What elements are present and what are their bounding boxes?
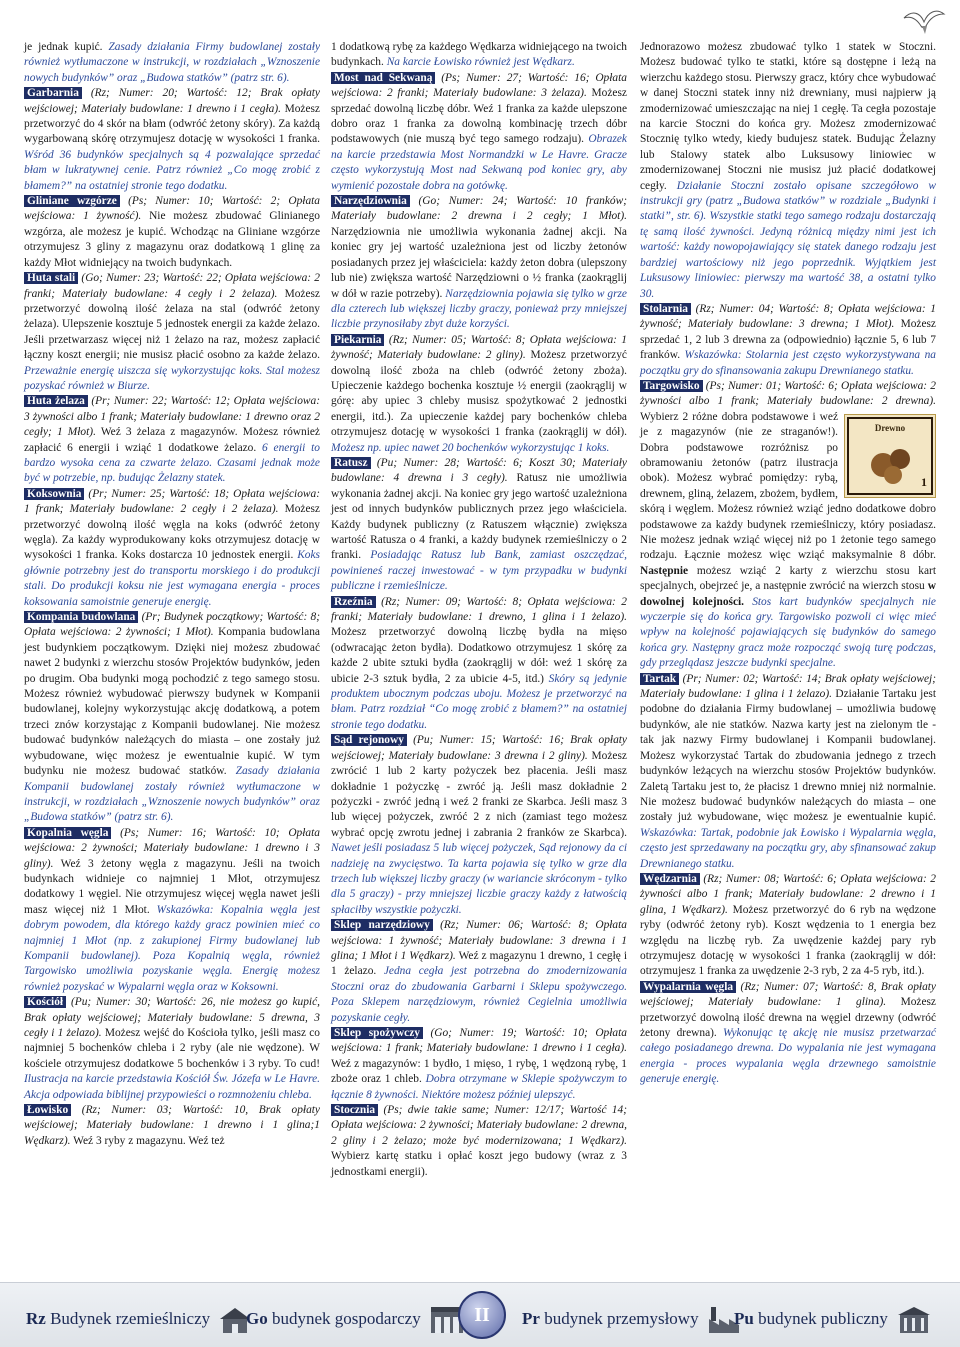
entry-kosciol — [24, 995, 320, 1103]
column-1 — [24, 40, 320, 1149]
building-text: Jednorazowo możesz zbudować tylko 1 statek w Stoczni. Możesz budować tylko te statki, które są dostępne i leżą na wierzchu każdego stosu. Pierwszy gracz, który chce wybudować w danej Stoczni statek inny niż drewniany, musi najpierw ją zmodernizować umieszczając na niej 1 cegłę. Ta cegła pozostaje na karcie Stoczni do końca gry. Możesz zmodernizować Stocznię tylko wtedy, kiedy budujesz statek. Budując Żelazny lub Stalowy statek albo Luksusowy liniowiec w zmodernizowanej Stoczni nie musisz już płacić dodatkowej cegły. — [640, 41, 936, 192]
building-text: Możesz przetworzyć dowolną ilość węgla na koks (odwróć żetony węgla). Za każdy wyprodukowany koks otrzymujesz dotację w wysokości 1 franka. Koks dostarcza 10 jednostek energii. — [24, 503, 320, 562]
column-2 — [331, 40, 627, 1180]
building-note: Wskazówka: Tartak, podobnie jak Łowisko i Wypalarnia węgla, często jest sprzedawany na początku gry, aby sfinansować zakup Drewnianego statku. — [640, 826, 936, 870]
legend-rz — [26, 1305, 252, 1335]
building-text: Weź 3 ryby z magazynu. Weź też — [73, 1134, 225, 1147]
entry-koksownia — [24, 487, 320, 610]
building-name: Wypalarnia węgla — [640, 981, 736, 993]
building-text: Możesz sprzedać dowolną liczbę dóbr. Weź 1 franka za każde ulepszone dobro oraz 1 franka za dowolną kombinację trzech dóbr podstawowych (nie muszą być tego samego rodzaju). — [331, 87, 627, 146]
building-meta: (Pu; Numer: 15; Wartość: 16; Brak opłaty wejściowej; Materiały budowlane: 3 drewna i 2 gliny). — [331, 734, 627, 762]
entry-piekarnia — [331, 333, 627, 456]
building-meta: (Rz; Numer: 06; Wartość: 8; Opłata wejściowa: 1 żywność; Materiały budowlane: 3 drewna i 1 glina; 1 Młot i 1 Wędkarz). — [331, 919, 627, 962]
entry-tartak — [640, 672, 936, 872]
building-meta: (Pr; Numer: 22; Wartość: 12; Opłata wejściowa: 3 żywności albo 1 frank; Materiały budowlane: 1 drewno oraz 2 cegły; 1 Młot). — [24, 395, 320, 439]
entry-targowisko — [640, 379, 936, 672]
building-note: Narzędziownia pojawia się tylko w grze dla czterech lub większej liczby graczy, ponieważ przy mniejszej liczbie przynosiłaby zbyt duże korzyści. — [331, 287, 627, 331]
building-meta: (Pr; Numer: 25; Wartość: 18; Opłata wejściowa: 1 frank; Materiały budowlane: 2 cegły i 2 żelaza). — [24, 487, 320, 516]
paragraph — [24, 40, 320, 86]
page-number — [458, 1291, 506, 1339]
building-note: Obrazek na karcie przedstawia Most Normandzki w Le Havre. Gracze często wykorzystują Most nad Sekwaną pod koniec gry, aby wymienić pozostałe dobra na gotówkę. — [331, 133, 627, 192]
building-meta: (Go; Numer: 19; Wartość: 10; Opłata wejściowa: 1 frank; Materiały budowlane: 1 drewno i 1 cegła). — [331, 1027, 627, 1055]
building-text: Możesz przetworzyć do 4 skór na błam (odwróć żetony skóry). Za każdą wygarbowaną skórę otrzymujesz dotację w wysokości 1 franka. — [24, 102, 320, 146]
building-name: Huta żelaza — [24, 395, 88, 407]
building-text: 1 dodatkową rybę za każdego Wędkarza widniejącego na twoich budynkach. — [331, 41, 627, 69]
building-note: Skóry są jedynie produktem ubocznym podczas uboju. Możesz je przetworzyć na błam. Patrz rozdział “Co mogę zrobić z błamem?” na ostatniej stronie tego dodatku. — [331, 672, 627, 731]
building-note: Możesz np. upiec nawet 20 bochenków wykorzystując 1 koks. — [331, 441, 610, 454]
column-3 — [640, 40, 936, 1088]
building-note: Wykonując tę akcję nie musisz przetwarzać całego posiadanego drewna. Do wypalania nie jest wymagana energia - proces wypalania węgla drzewnego samoistnie generuje energię. — [640, 1027, 936, 1086]
building-note: 6 energii to bardzo wysoka cena za czwarte żelazo. Czasami jednak może być w potrzebie, np. budując Żelazny statek. — [24, 441, 320, 485]
building-note: Dobra otrzymane w Sklepie spożywczym to łącznie 8 żywności. Niektóre możesz później ulepszyć. — [331, 1073, 627, 1101]
building-name: Stocznia — [331, 1104, 378, 1116]
entry-sklep-spozywczy — [331, 1026, 627, 1103]
legend-label: budynek przemysłowy — [544, 1308, 699, 1328]
building-meta: (Rz; Numer: 03; Wartość: 10, Brak opłaty wejściowej; Materiały budowlane: 1 drewno i 1 glina;1 Wędkarz). — [24, 1104, 320, 1147]
token-label: Drewno — [874, 422, 906, 433]
building-meta: (Rz; Numer: 09; Wartość: 8; Opłata wejściowa: 2 franki; Materiały budowlane: 1 drewno, 1 glina i 1 żelazo). — [331, 595, 627, 624]
building-note: Koks głównie potrzebny jest do transportu morskiego i do produkcji stali. Do produkcji koksu nie jest wymagana energia - proces koksowania samoistnie generuje energię. — [24, 549, 320, 608]
legend-abbr: Rz — [26, 1308, 46, 1328]
building-name: Huta stali — [24, 272, 78, 284]
building-text: Kompania budowlana jest budynkiem początkowym. Dzięki niej możesz zbudować nawet 2 budynki z wierzchu stosów Projektów budynków, jeden po drugim. Oba budynki mogą pochodzić z tego samego stosu. Możesz również wybudować pierwszy budynek w Kompanii budowlanej, kolejny wykorzystując akcję dodatkową, a potem trzeci znów korzystając z Kompanii budowlanej. Nie możesz budować budynków należących do miasta – one zostały już wybudowane, więc możesz je ewentualnie kupić. W tym budynku nie możesz budować statków. — [24, 626, 320, 778]
note: Zasady działania Firmy budowlanej zostały również wytłumaczone w instrukcji, w rozdziałach „Wznoszenie nowych budynków” oraz „Budowa statków” (patrz str. 6). — [24, 41, 320, 84]
building-name: Kompania budowlana — [24, 611, 138, 623]
building-name: Koksownia — [24, 488, 84, 500]
building-note: Jedna cegła jest potrzebna do zmodernizowania Stoczni oraz do zbudowania Garbarni i Sklepu spożywczego. Poza Sklepem narzędziowym, również Cegielnia umożliwia pozyskanie cegły. — [331, 965, 627, 1024]
legend-label: budynek gospodarczy — [271, 1308, 421, 1328]
entry-garbarnia — [24, 86, 320, 194]
building-meta: (Rz; Numer: 08; Wartość: 6; Opłata wejściowa: 2 żywności albo 1 frank; Materiały budowlane: 2 drewno i 1 glina, 1 Wędkarz). — [640, 872, 936, 916]
entry-sklep-narzedziowy — [331, 918, 627, 1026]
building-name: Kopalnia węgla — [24, 827, 111, 839]
building-name: Sąd rejonowy — [331, 734, 407, 746]
building-meta: (Ps; Numer: 27; Wartość: 16; Opłata wejściowa: 2 franki; Materiały budowlane: 3 żelaza). — [331, 71, 627, 100]
building-note: Stos kart budynków specjalnych nie wyczerpie się do końca gry. Targowisko pozwoli ci więc mieć wpływ na kolejność pojawiających się budynków do samego końca gry. Następny gracz może rozpocząć swoją turę podczas, gdy przeglądasz jeszcze budynki specjalne. — [640, 595, 936, 670]
legend-abbr: Pr — [522, 1308, 540, 1328]
entry-kompania-budowlana — [24, 610, 320, 826]
building-meta: (Pu; Numer: 28; Wartość: 6; Koszt 30; Materiały budowlane: 4 drewna i 3 cegły). — [331, 456, 627, 485]
building-text: Wybierz kartę statku i opłać koszt jego budowy (wraz z 3 jednostkami energii). — [331, 1150, 627, 1178]
building-meta: (Go; Numer: 23; Wartość: 22; Opłata wejściowa: 2 franki; Materiały budowlane: 4 cegły i 2 żelaza). — [24, 272, 320, 300]
building-text: Ratusz nie umożliwia wykonania żadnej akcji. Na koniec gry jego wartość uzależniona jest od innych budynków publicznych przez jego właściciela. Każdy budynek publiczny (z Ratuszem włącznie) zwiększa wartość Ratusza o 4 franki, a każdy budynek rzemieślniczy o 2 franki. — [331, 472, 627, 562]
building-note: Nawet jeśli posiadasz 5 lub więcej pożyczek, Sąd rejonowy da ci nadzieję na zwycięstwo. Ta karta pojawia się tylko w grze dla trzech lub większej liczby graczy (w wariancie skróconym - tylko dla 5 graczy) - przy mniejszej liczbie graczy każdy z łatwością spłaciłby wszystkie pożyczki. — [331, 842, 627, 916]
building-text: Możesz przetworzyć dowolną ilość zboża na chleb (odwróć żetony zboża). Upieczenie każdego bochenka kosztuje ½ energii (zaokrąglij w górę: aby upiec 3 chleby musisz spożytkować 2 jednostki energii, itd.). Za upieczenie każdej pary bochenków chleba otrzymujesz dotację w wysokości 1 franka (zaokrąglij w dół). — [331, 349, 627, 439]
building-name: Łowisko — [24, 1104, 71, 1116]
building-name: Ratusz — [331, 457, 371, 469]
building-name: Narzędziownia — [331, 195, 410, 207]
entry-stocznia-cont — [640, 40, 936, 302]
building-meta: (Go; Numer: 24; Wartość: 10 franków; Materiały budowlane: 2 drewna i 2 cegły; 1 Młot). — [331, 195, 627, 223]
building-name: Gliniane wzgórze — [24, 195, 120, 207]
entry-stolarnia — [640, 302, 936, 379]
building-text: Narzędziownia nie umożliwia wykonania żadnej akcji. Na koniec gry jej wartość uzależniona jest od liczby żetonów posiadanych przez jej właściciela: każdy żeton dobra (ulepszony lub nie) zwiększa wartość Narzędziowni o ½ franka (zaokrąglij w dół w razie potrzeby). — [331, 225, 627, 300]
building-note: Wskazówka: Stolarnia jest często wykorzystywana na początku gry do sfinansowania zakupu Drewnianego statku. — [640, 349, 936, 377]
building-name: Targowisko — [640, 380, 703, 392]
entry-stocznia — [331, 1103, 627, 1180]
building-text: Nie możesz zbudować Glinianego wzgórza, ale możesz je kupić. Wchodząc na Gliniane wzgórze otrzymujesz 3 gliny z magazynu oraz dodatkową 1 glinę za każdy Młot widniejący na twoich budynkach. — [24, 210, 320, 269]
entry-lowisko — [24, 1103, 320, 1149]
emphasis: Następnie — [640, 564, 689, 577]
building-name: Garbarnia — [24, 87, 82, 99]
building-note: Wśród 36 budynków specjalnych są 4 pozwalające sprzedać błam w lukratywnej cenie. Patrz również „Co mogę zrobić z błamem?” na ostatniej stronie tego dodatku. — [24, 148, 320, 192]
entry-kopalnia-wegla — [24, 826, 320, 995]
legend-label: budynek publiczny — [758, 1308, 888, 1328]
building-name: Rzeźnia — [331, 596, 376, 608]
entry-wedzarnia — [640, 872, 936, 980]
entry-narzedziownia — [331, 194, 627, 333]
entry-rzeznia — [331, 595, 627, 734]
building-name: Stolarnia — [640, 303, 691, 315]
building-text: Działanie Tartaku jest podobne do działania Firmy budowlanej – umożliwia budowę budynków, ale nie statków. Nazwa karty jest na zielonym tle - tak jak nazwy Firmy budowlanej i Kompanii budowlanej. Możesz wykorzystać Tartak do zbudowania jednego z trzech budynków leżących na wierzchu stosów Projektów budynków. Zaletą Tartaku jest to, że płacisz 1 drewno mniej niż normalnie. Nie możesz budować budynków należących do miasta – one zostały już wybudowane, więc możesz je ewentualnie kupić. — [640, 688, 936, 824]
building-meta: (Rz; Numer: 05; Wartość: 8; Opłata wejściowa: 1 żywność; Materiały budowlane: 2 gliny). — [331, 333, 627, 362]
building-text: Weź 3 żetony węgla z magazynu. Jeśli na twoich budynkach widnieje co najmniej 1 Młot, otrzymujesz dodatkowy 1 węgiel. Nie otrzymujesz więcej węgla nawet jeśli masz więcej niż 1 Młot. — [24, 857, 320, 916]
entry-most-nad-sekwana — [331, 71, 627, 194]
building-text: Możesz sprzedać 1, 2 lub 3 drewna za (odpowiednio) łącznie 5, 6 lub 7 franków. — [640, 318, 936, 362]
building-text: Możesz przetworzyć dowolną ilość drewna na węgiel drzewny (odwróć żetony drewna). — [640, 996, 936, 1039]
entry-gliniane-wzgorze — [24, 194, 320, 271]
building-text: Możesz przetworzyć dowolną liczbę bydła na mięso (odwracając żeton bydła). Dodatkowo otrzymujesz 1 skórę za każde 2 ubite sztuki bydła (zaokrąglij w dół: weź 1 skórę za ubicie 2-3 sztuk bydła, 2 za ubicie 4-5, itd.) — [331, 626, 627, 685]
building-note: Działanie Stoczni zostało opisane szczegółowo w instrukcji gry (patrz „Budowa statków” w rozdziale „Budynki i statki”, str. 6). Wszystkie statki tego samego rodzaju dostarczają tę samą ilość żywności. Jedyną różnicą między nimi jest ich wartość: każdy nowopojawiający się statek danego rodzaju jest bardziej wartościowy niż jego poprzednik. Wyjątkiem jest Luksusowy liniowiec: pierwszy ma wartość 38, a ostatni tylko 30. — [640, 179, 936, 300]
legend-footer — [0, 1282, 960, 1347]
entry-sad-rejonowy — [331, 733, 627, 918]
building-text: Wybierz 2 różne dobra podstawowe i weź je z magazynów (nie ze straganów!). Dobra podstawowe rozróżnisz po obramowaniu żetonów (patrz ilustracja obok). Możesz wybrać pomiędzy: rybą, drewnem, gliną, żelazem, zbożem, bydłem, skórą i węglem. Możesz również wziąć jedno dodatkowe dobro podstawowe za każdy budynek rzemieślniczy, który posiadasz. Nie możesz jednak wziąć więcej niż po 1 żetonie tego samego rodzaju. Łącznie możesz więc wziąć maksymalnie 8 dóbr. — [640, 410, 936, 562]
building-text: Możesz przetworzyć do 6 ryb na wędzone ryby (odwróć żetony ryb). Koszt wędzenia to 1 energia bez względu na liczbę ryb. Za uwędzenie każdej pary ryb otrzymujesz dotację w wysokości 1 franka (zaokrąglij w dół: otrzymujesz 1 franka za uwędzenie 2-3 ryb, 2 za 4-5 ryb, itd.). — [640, 903, 936, 978]
building-meta: (Pr; Budynek początkowy; Wartość: 8; Opłata wejściowa: 2 żywności; 1 Młot). — [24, 611, 320, 639]
drewno-token-illustration — [844, 414, 936, 498]
seagull-icon — [902, 4, 946, 36]
building-note: Zasady działania Kompanii budowlanej zostały również wytłumaczone w instrukcji, w rozdziałach „Wznoszenie nowych budynków” oraz „Budowa statków” (patrz str. 6). — [24, 765, 320, 824]
building-meta: (Pr; Numer: 02; Wartość: 14; Brak opłaty wejściowej; Materiały budowlane: 1 glina i 1 żelazo). — [640, 672, 936, 701]
entry-wypalarnia-wegla — [640, 980, 936, 1088]
building-meta: (Rz; Numer: 07; Wartość: 8, Brak opłaty wejściowej; Materiały budowlane: 1 glina). — [640, 980, 936, 1009]
building-name: Kościół — [24, 996, 66, 1008]
building-text: Możesz zwrócić 1 lub 2 karty pożyczek bez płacenia. Jeśli masz dokładnie 1 pożyczkę - zwróć ją. Jeśli masz dokładnie 2 pożyczki - zwróć jedną i weź 2 franki ze Skarbca. Jeśli masz 3 lub więcej pożyczek, zwróć 2 z nich (zamiast tego możesz wybrać opcję zwrotu jednej i zabrania 2 franków ze Skarbca). — [331, 749, 627, 839]
building-meta: (Ps; Numer: 01; Wartość: 6; Opłata wejściowa: 2 żywności albo 1 frank; Materiały budowlane: 2 drewna). — [640, 379, 936, 408]
entry-ratusz — [331, 456, 627, 595]
entry-lowisko-cont — [331, 40, 627, 71]
building-text: możesz wziąć 2 karty z wierzchu stosu kart specjalnych, obejrzeć je, a następnie zwrócić na wierzch stosu — [640, 564, 936, 593]
page-number-text: II — [474, 1304, 490, 1326]
building-text: Weź 3 żelaza z magazynów. Możesz również zapłacić 6 energii i wziąć 1 dodatkowe żelazo. — [24, 426, 320, 454]
building-text: Weź z magazynu 1 drewno, 1 cegłę i 1 żelazo. — [331, 949, 627, 978]
building-meta: (Rz; Numer: 20; Wartość: 12; Brak opłaty wejściowej; Materiały budowlane: 1 drewno i 1 cegła). — [24, 87, 320, 115]
building-text: Możesz wejść do Kościoła tylko, jeśli masz co najmniej 5 bochenków chleba i 2 ryby (ale nie wędzone). W kościele otrzymujesz dodatkowe 5 bochenków i 3 ryby. To cud! — [24, 1027, 320, 1070]
legend-pu — [734, 1305, 932, 1335]
townhall-icon — [896, 1305, 932, 1335]
building-note: Wskazówka: Kopalnia węgla jest dobrym powodem, dla którego każdy gracz powinien mieć co najmniej 1 Młot (np. z zakupionej Firmy budowlanej lub Kompanii budowlanej). Poza Kopalnią węgla, również Targowisko umożliwia pozyskanie węgla. Energię możesz również pozyskać w Wypalarni węgla oraz w Koksowni. — [24, 903, 320, 993]
text: je jednak kupić. — [24, 41, 103, 53]
entry-huta-stali — [24, 271, 320, 394]
building-name: Sklep spożywczy — [331, 1027, 423, 1039]
building-text: Weź z magazynów: 1 bydło, 1 mięso, 1 rybę, 1 wędzoną rybę, 1 zboże oraz 1 chleb. — [331, 1057, 627, 1086]
building-name: Tartak — [640, 673, 679, 685]
legend-label: Budynek rzemieślniczy — [50, 1308, 211, 1328]
building-note: Ilustracja na karcie przedstawia Kościół Św. Józefa w Le Havre. Akcja odpowiada biblijnej przypowieści o rozmnożeniu chleba. — [24, 1073, 320, 1101]
token-value: 1 — [921, 475, 927, 490]
building-meta: (Ps; Numer: 16; Wartość: 10; Opłata wejściowa: 2 żywności; Materiały budowlane: 1 drewno i 3 gliny). — [24, 826, 320, 870]
emphasis: w dowolnej kolejności. — [640, 580, 936, 608]
legend-abbr: Pu — [734, 1308, 754, 1328]
building-name: Piekarnia — [331, 334, 384, 346]
building-name: Most nad Sekwaną — [331, 72, 435, 84]
building-note: Przeważnie energię uiszcza się wykorzystując koks. Stal możesz pozyskać również w Biurze. — [24, 364, 320, 392]
legend-go — [246, 1305, 465, 1335]
entry-huta-zelaza — [24, 394, 320, 486]
building-text: Możesz przetworzyć dowolną ilość żelaza na stal (odwróć żetony żelaza). Ulepszenie kosztuje 5 jednostek energii za każde żelazo. Jeśli przetwarzasz więcej niż 1 żelazo na raz, możesz zapłacić łączny koszt energii; nie musisz płacić osobno za każde żelazo. — [24, 287, 320, 362]
building-note: Na karcie Łowisko również jest Wędkarz. — [386, 56, 575, 69]
building-meta: (Pu; Numer: 30; Wartość: 26, nie możesz go kupić, Brak opłaty wejściowej; Materiały budowlane: 5 drewna, 3 cegły i 1 żelazo). — [24, 996, 320, 1039]
building-name: Wędzarnia — [640, 873, 700, 885]
building-name: Sklep narzędziowy — [331, 919, 433, 931]
legend-abbr: Go — [246, 1308, 268, 1328]
building-note: Posiadając Ratusz lub Bank, zamiast oszczędzać, powinieneś raczej inwestować - w tym przypadku w budynki publiczne i rzemieślnicze. — [331, 549, 627, 593]
building-meta: (Rz; Numer: 04; Wartość: 8; Opłata wejściowa: 1 żywność; Materiały budowlane: 3 drewna; 1 Młot). — [640, 302, 936, 331]
building-meta: (Ps; Numer: 10; Wartość: 2; Opłata wejściowa: 1 żywność). — [24, 195, 320, 223]
legend-pr — [522, 1305, 741, 1335]
building-meta: (Ps; dwie takie same; Numer: 12/17; Wartość 14; Opłata wejściowa: 2 żywności; Materiały budowlane: 2 drewna, 2 gliny i 2 żelazo; może być modernizowana; 1 Wędkarz). — [331, 1104, 627, 1147]
